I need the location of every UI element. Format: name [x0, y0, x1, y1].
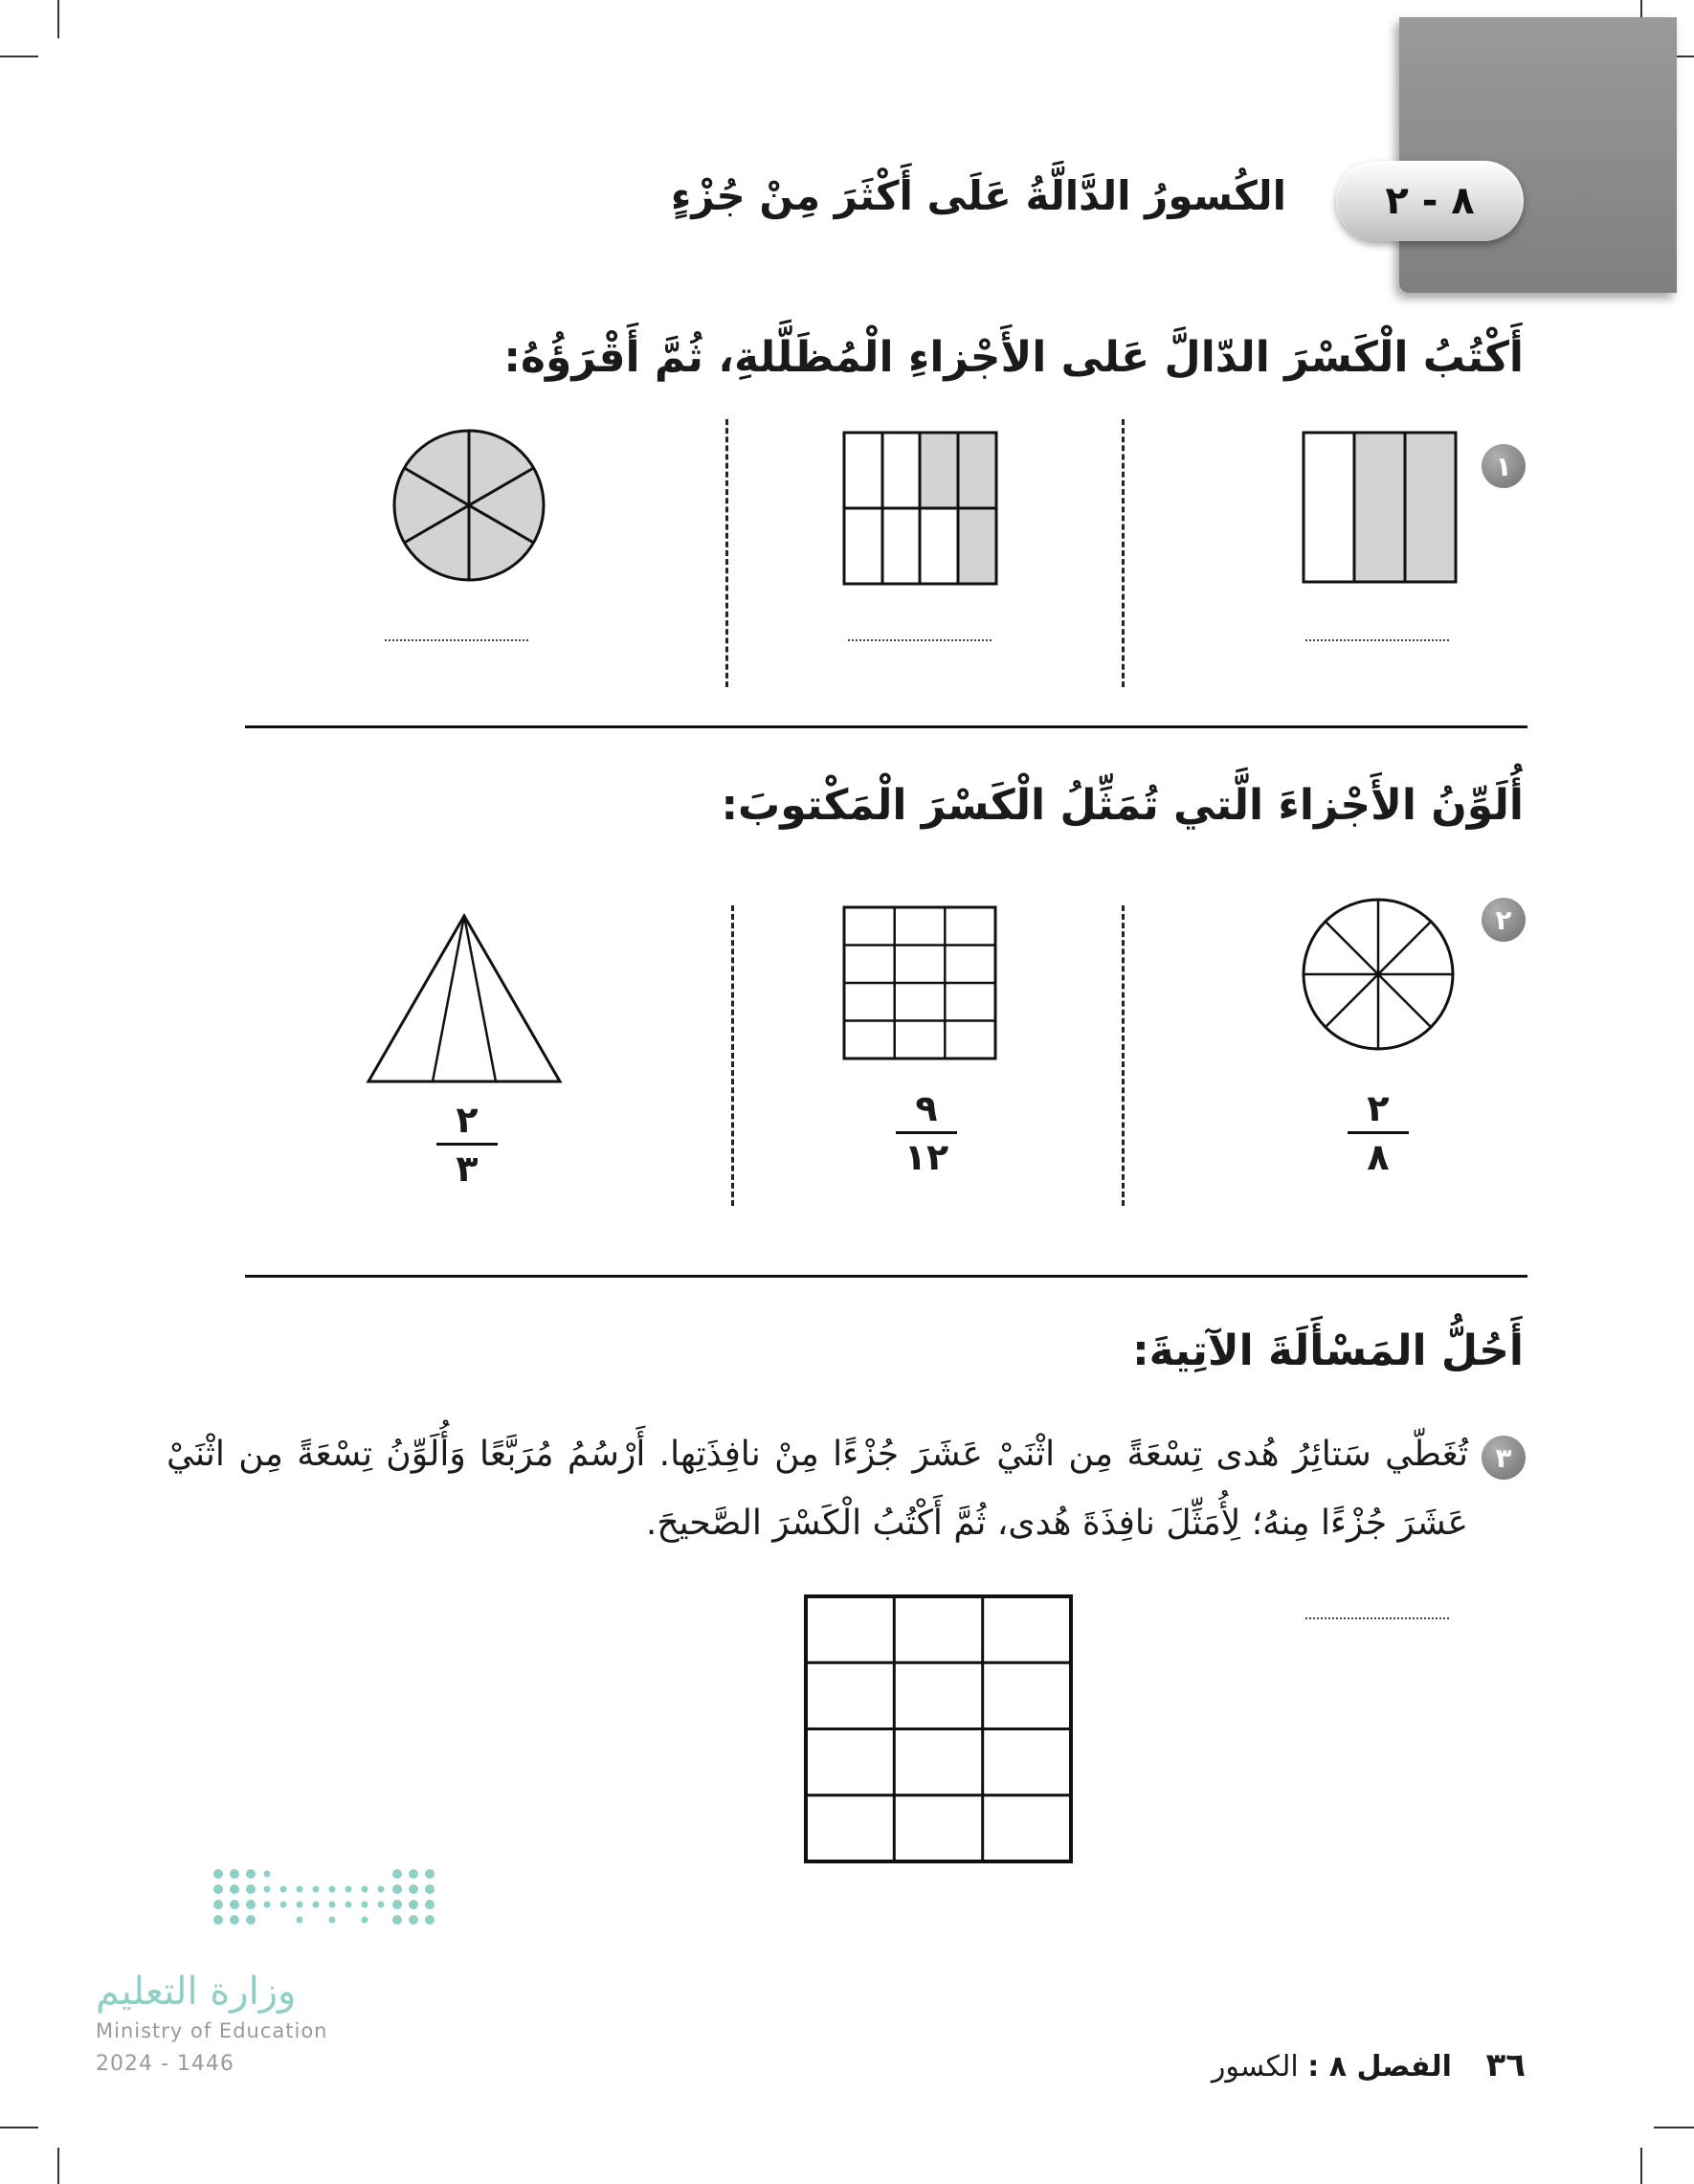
fraction-label	[888, 1087, 965, 1178]
page-number: ٣٦	[1485, 2046, 1526, 2084]
circle-sixths-figure	[390, 427, 547, 584]
page-footer	[1212, 2046, 1526, 2084]
crop-mark	[57, 2148, 59, 2184]
logo-dot	[246, 1900, 256, 1909]
logo-dot	[297, 1902, 303, 1908]
logo-dot	[425, 1900, 435, 1909]
chapter-name: الكسور	[1211, 2050, 1299, 2084]
crop-mark	[0, 56, 38, 57]
fraction-label	[1340, 1087, 1416, 1178]
lesson-title: الكُسورُ الدَّالَّةُ عَلَى أَكْثَرَ مِنْ جُزْءٍ	[670, 172, 1286, 219]
logo-dot	[313, 1886, 320, 1893]
logo-dot	[230, 1869, 239, 1879]
rectangle-thirds-figure	[1302, 431, 1459, 586]
logo-dot	[329, 1902, 336, 1908]
logo-dot	[280, 1886, 287, 1893]
exercise-number-2: ٢	[1482, 898, 1526, 942]
logo-dot	[409, 1884, 418, 1894]
logo-dot	[425, 1915, 435, 1925]
logo-dot	[246, 1884, 256, 1894]
logo-dot	[392, 1915, 402, 1925]
ministry-logo-english: Ministry of Education	[96, 2019, 328, 2042]
header-tab	[1399, 17, 1677, 293]
logo-dot	[362, 1917, 368, 1924]
fraction-numerator: ٢	[1367, 1087, 1390, 1129]
grid-drawing-area[interactable]	[804, 1594, 1074, 1864]
answer-line[interactable]	[385, 639, 528, 641]
dashed-divider	[1122, 905, 1125, 1206]
rectangle-eighths-figure	[842, 431, 999, 588]
lesson-number-badge: ٨ - ٢	[1336, 161, 1524, 241]
section3-instruction: أَحُلُّ المَسْأَلَةَ الآتِيةَ:	[1132, 1326, 1524, 1375]
logo-dot	[392, 1869, 402, 1879]
grid-twelfths-figure[interactable]	[842, 905, 999, 1062]
logo-dot	[280, 1902, 287, 1908]
problem-text: تُغَطّي سَتائِرُ هُدى تِسْعَةً مِن اثْنَيْ عَشَرَ جُزْءًا مِنْ نافِذَتِها. أَرْسُمُ مُرَبَّعًا وَأُلَوِّنُ تِسْعَةً مِن اثْنَيْ عَشَرَ جُزْءًا مِنهُ؛ لِأُمَثِّلَ نافِذَةَ هُدى، ثُمَّ أَكْتُبُ الْكَسْرَ الصَّحيحَ.	[167, 1435, 1468, 1543]
shaded-part	[920, 433, 958, 508]
logo-dot	[392, 1884, 402, 1894]
fraction-denominator: ٨	[1367, 1136, 1390, 1178]
dashed-divider	[731, 905, 734, 1206]
section1-instruction: أَكْتُبُ الْكَسْرَ الدّالَّ عَلى الأَجْزاءِ الْمُظَلَّلةِ، ثُمَّ أَقْرَؤُهُ:	[503, 333, 1524, 382]
answer-line[interactable]	[848, 639, 992, 641]
logo-dot	[264, 1871, 271, 1878]
logo-dot	[409, 1900, 418, 1909]
triangle-thirds-figure[interactable]	[366, 913, 563, 1085]
exercise-number-1: ١	[1482, 444, 1526, 488]
logo-dot	[230, 1884, 239, 1894]
dashed-divider	[725, 419, 728, 687]
logo-dot	[213, 1869, 223, 1879]
logo-dot	[213, 1884, 223, 1894]
logo-dot	[329, 1886, 336, 1893]
logo-dot	[362, 1886, 368, 1893]
crop-mark	[1654, 2127, 1694, 2128]
answer-line[interactable]	[1305, 639, 1449, 641]
logo-dot	[313, 1902, 320, 1908]
logo-dot	[230, 1900, 239, 1909]
logo-dot	[213, 1915, 223, 1925]
logo-dot	[345, 1902, 352, 1908]
fraction-denominator: ٣	[456, 1148, 479, 1190]
logo-dot	[329, 1917, 336, 1924]
logo-dot	[392, 1900, 402, 1909]
fraction-numerator: ٢	[456, 1099, 479, 1141]
logo-dot	[246, 1915, 256, 1925]
logo-dot	[362, 1902, 368, 1908]
circle-eighths-figure[interactable]	[1300, 896, 1457, 1053]
logo-dot	[378, 1902, 385, 1908]
logo-dot	[409, 1915, 418, 1925]
fraction-denominator: ١٢	[903, 1136, 949, 1178]
fraction-label	[429, 1099, 505, 1190]
ministry-logo-mark	[211, 1866, 450, 1947]
logo-dot	[230, 1915, 239, 1925]
crop-mark	[1640, 2148, 1642, 2184]
section-divider	[245, 725, 1527, 728]
logo-dot	[246, 1869, 256, 1879]
ministry-logo-arabic: وزارة التعليم	[96, 1970, 297, 2014]
fraction-numerator: ٩	[915, 1087, 938, 1129]
crop-mark	[57, 0, 59, 38]
logo-dot	[297, 1886, 303, 1893]
logo-dot	[264, 1902, 271, 1908]
dashed-divider	[1122, 419, 1125, 687]
answer-line[interactable]	[1305, 1617, 1449, 1619]
logo-dot	[409, 1869, 418, 1879]
edition-year: 2024 - 1446	[96, 2052, 234, 2076]
logo-dot	[345, 1886, 352, 1893]
section-divider	[245, 1275, 1527, 1278]
logo-dot	[425, 1884, 435, 1894]
logo-dot	[378, 1886, 385, 1893]
logo-dot	[213, 1900, 223, 1909]
logo-dot	[297, 1917, 303, 1924]
crop-mark	[0, 2127, 38, 2128]
logo-dot	[264, 1886, 271, 1893]
chapter-label: الفصل ٨ :	[1307, 2050, 1452, 2084]
logo-dot	[425, 1869, 435, 1879]
exercise-number-3: ٣	[1482, 1436, 1526, 1480]
section2-instruction: أُلَوِّنُ الأَجْزاءَ الَّتي تُمَثِّلُ الْكَسْرَ الْمَكْتوبَ:	[721, 781, 1524, 830]
